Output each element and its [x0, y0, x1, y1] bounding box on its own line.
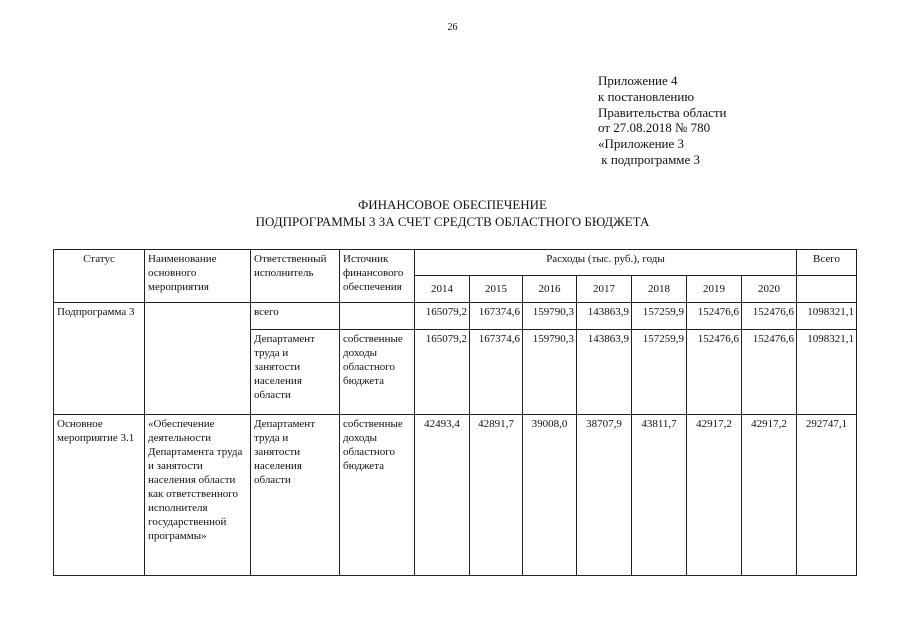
- row-value: 152476,6: [742, 303, 797, 330]
- appendix-line: Приложение 4: [598, 73, 678, 88]
- row-value: 143863,9: [577, 330, 632, 415]
- header-row: [54, 250, 857, 276]
- row-value: 152476,6: [742, 330, 797, 415]
- row-total: 292747,1: [797, 415, 857, 576]
- header-total-empty: [797, 276, 857, 303]
- appendix-line: «Приложение 3: [598, 136, 685, 152]
- row-status: Подпрограмма 3: [54, 303, 145, 415]
- row-value: 38707,9: [577, 415, 632, 576]
- row-value: 159790,3: [523, 303, 577, 330]
- header-year: 2019: [687, 276, 742, 303]
- table-row: [54, 303, 857, 330]
- row-executor: Департамент труда и занятости населения области: [251, 415, 340, 576]
- row-source: [340, 303, 415, 330]
- header-activity: Наименование основного мероприятия: [145, 250, 251, 303]
- header-year: 2016: [523, 276, 577, 303]
- row-total: 1098321,1: [797, 303, 857, 330]
- appendix-block: [598, 73, 868, 168]
- header-year: 2015: [470, 276, 523, 303]
- header-total: Всего: [797, 250, 857, 276]
- row-executor: Департамент труда и занятости населения области: [251, 330, 340, 415]
- row-value: 159790,3: [523, 330, 577, 415]
- header-expenses: Расходы (тыс. руб.), годы: [415, 250, 797, 276]
- row-value: 42493,4: [415, 415, 470, 576]
- header-source: Источник финансового обеспечения: [340, 250, 415, 303]
- header-status: Статус: [54, 250, 145, 303]
- row-value: 43811,7: [632, 415, 687, 576]
- row-value: 42917,2: [742, 415, 797, 576]
- header-executor: Ответственный исполнитель: [251, 250, 340, 303]
- financing-table: [53, 249, 857, 576]
- row-value: 157259,9: [632, 330, 687, 415]
- row-status: Основное мероприятие 3.1: [54, 415, 145, 576]
- row-activity: «Обеспечение деятельности Департамента труда и занятости населения области как ответственного исполнителя государственной программы»: [145, 415, 251, 576]
- appendix-line: к подпрограмме 3: [598, 151, 701, 167]
- row-activity: [145, 303, 251, 415]
- row-value: 39008,0: [523, 415, 577, 576]
- row-value: 143863,9: [577, 303, 632, 330]
- document-title: [0, 196, 905, 230]
- row-total: 1098321,1: [797, 330, 857, 415]
- appendix-line: от 27.08.2018 № 780: [598, 120, 711, 136]
- row-source: собственные доходы областного бюджета: [340, 415, 415, 576]
- row-value: 165079,2: [415, 330, 470, 415]
- row-value: 167374,6: [470, 330, 523, 415]
- header-year: 2020: [742, 276, 797, 303]
- page-number: 26: [447, 22, 458, 33]
- header-year: 2017: [577, 276, 632, 303]
- appendix-line: к постановлению: [598, 88, 695, 104]
- row-value: 152476,6: [687, 303, 742, 330]
- row-executor: всего: [251, 303, 340, 330]
- title-line: ПОДПРОГРАММЫ 3 ЗА СЧЕТ СРЕДСТВ ОБЛАСТНОГО БЮДЖЕТА: [255, 214, 650, 229]
- row-value: 157259,9: [632, 303, 687, 330]
- row-value: 165079,2: [415, 303, 470, 330]
- appendix-line: Правительства области: [598, 104, 727, 120]
- row-value: 167374,6: [470, 303, 523, 330]
- row-value: 42917,2: [687, 415, 742, 576]
- row-source: собственные доходы областного бюджета: [340, 330, 415, 415]
- row-value: 42891,7: [470, 415, 523, 576]
- row-value: 152476,6: [687, 330, 742, 415]
- table-row: [54, 415, 857, 576]
- header-year: 2018: [632, 276, 687, 303]
- header-year: 2014: [415, 276, 470, 303]
- title-line: ФИНАНСОВОЕ ОБЕСПЕЧЕНИЕ: [357, 197, 548, 212]
